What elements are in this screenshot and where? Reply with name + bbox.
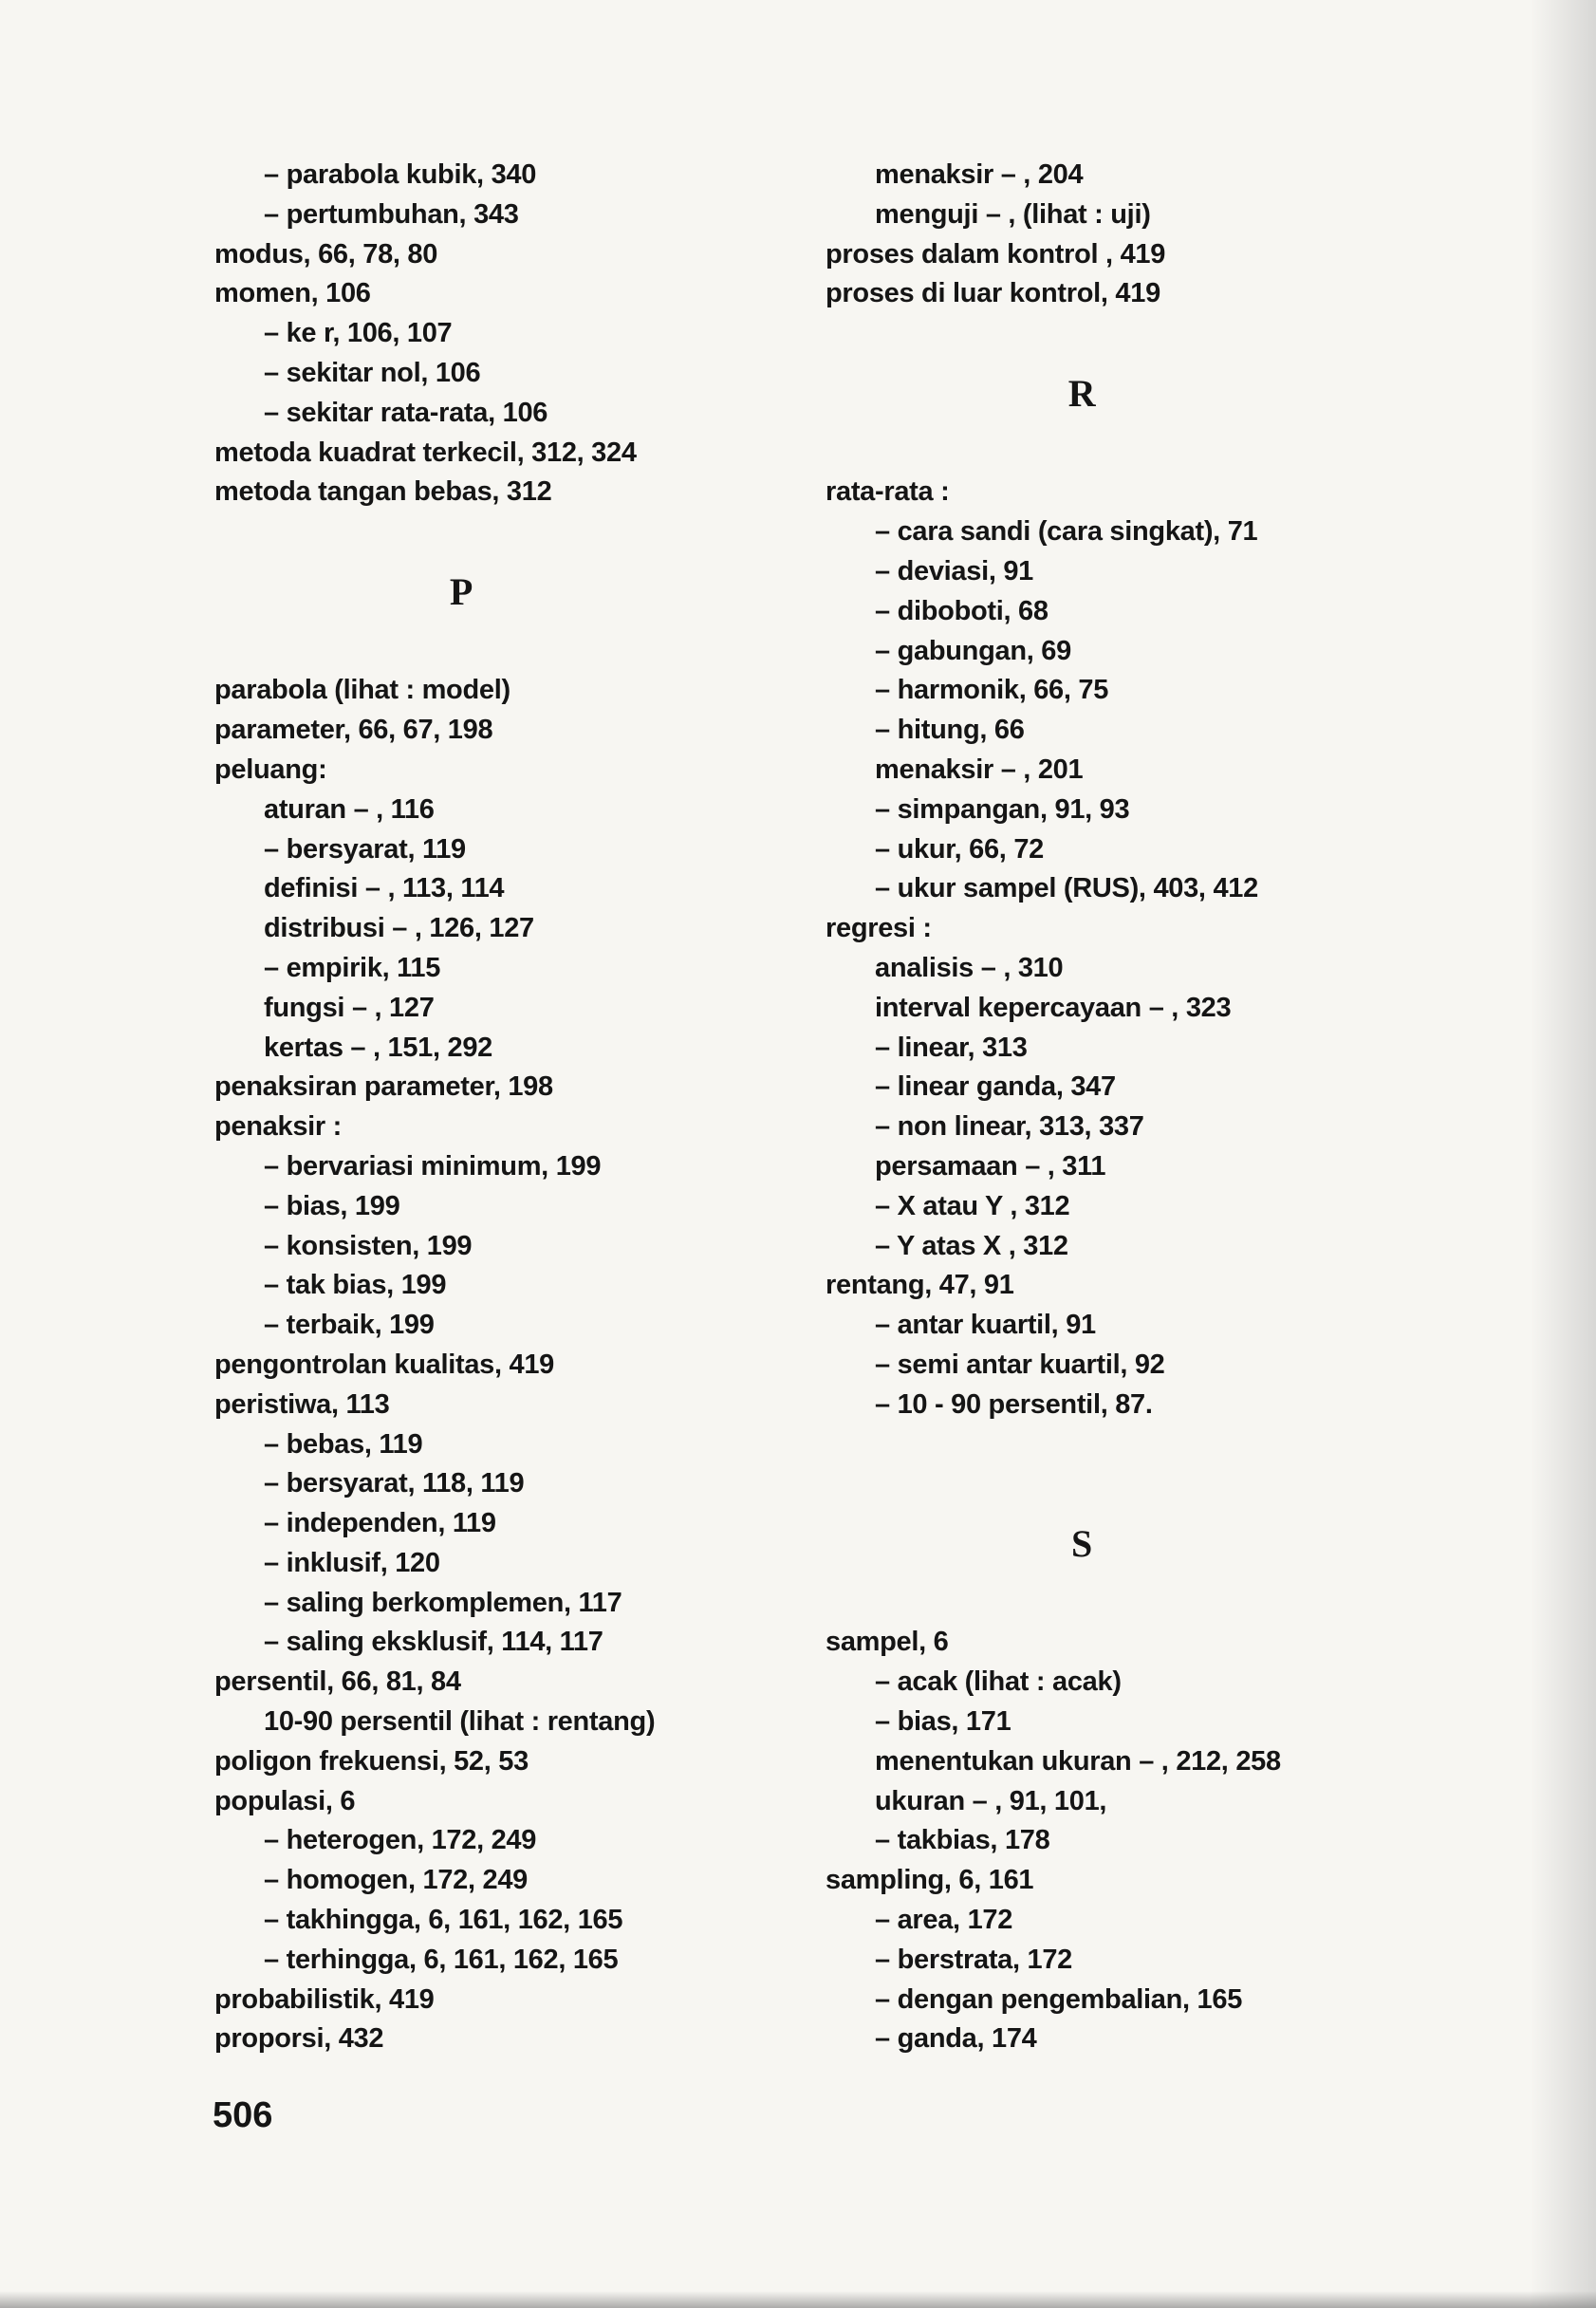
spacer: [826, 1584, 1395, 1624]
index-subentry: kertas – , 151, 292: [264, 1032, 492, 1063]
index-entry: persentil, 66, 81, 84: [214, 1666, 461, 1698]
index-subentry: – sekitar nol, 106: [264, 357, 481, 388]
index-subentry: – non linear, 313, 337: [875, 1111, 1144, 1143]
index-entry: parabola (lihat : model): [214, 675, 510, 706]
spacer: [826, 1425, 1395, 1465]
index-subentry: – X atau Y , 312: [875, 1190, 1070, 1221]
spacer: [826, 1464, 1395, 1504]
index-subentry: – terbaik, 199: [264, 1310, 435, 1341]
index-subentry: – dengan pengembalian, 165: [875, 1983, 1243, 2015]
index-subentry: aturan – , 116: [264, 793, 435, 825]
index-subentry: – parabola kubik, 340: [264, 159, 537, 190]
index-entry: modus, 66, 78, 80: [214, 238, 438, 270]
section-letter: P: [449, 569, 473, 613]
index-subentry: distribusi – , 126, 127: [264, 913, 534, 944]
index-entry: proporsi, 432: [214, 2023, 384, 2055]
index-entry: proses dalam kontrol , 419: [826, 238, 1166, 270]
index-subentry: – deviasi, 91: [875, 555, 1033, 586]
index-entry: proses di luar kontrol, 419: [826, 278, 1160, 309]
index-subentry: persamaan – , 311: [875, 1150, 1106, 1182]
index-subentry: – ganda, 174: [875, 2023, 1037, 2055]
index-entry: momen, 106: [214, 278, 371, 309]
page-number: 506: [213, 2095, 273, 2135]
index-subentry: analisis – , 310: [875, 952, 1064, 983]
index-subentry: – cara sandi (cara singkat), 71: [875, 516, 1258, 548]
index-subentry: – saling eksklusif, 114, 117: [264, 1627, 603, 1658]
index-entry: probabilistik, 419: [214, 1983, 435, 2015]
spacer: [214, 632, 841, 672]
index-column-left: [214, 156, 841, 2059]
index-subentry: – antar kuartil, 91: [875, 1310, 1096, 1341]
index-entry: sampel, 6: [826, 1627, 949, 1658]
index-subentry: – ukur, 66, 72: [875, 833, 1044, 865]
index-subentry: – saling berkomplemen, 117: [264, 1587, 622, 1618]
index-subentry: menaksir – , 204: [875, 159, 1084, 190]
index-subentry: – bersyarat, 118, 119: [264, 1468, 525, 1499]
index-entry: peristiwa, 113: [214, 1388, 390, 1420]
index-subentry: – simpangan, 91, 93: [875, 793, 1130, 825]
index-subentry: – takbias, 178: [875, 1825, 1050, 1856]
index-entry: poligon frekuensi, 52, 53: [214, 1745, 529, 1777]
index-subentry: – ukur sampel (RUS), 403, 412: [875, 873, 1258, 904]
index-entry: sampling, 6, 161: [826, 1865, 1034, 1896]
index-subentry: – empirik, 115: [264, 952, 441, 983]
index-entry: regresi :: [826, 913, 932, 944]
index-subentry: – diboboti, 68: [875, 595, 1049, 626]
index-subentry: menentukan ukuran – , 212, 258: [875, 1745, 1281, 1777]
section-letter: R: [1067, 371, 1096, 415]
spacer: [214, 512, 841, 552]
index-subentry: – bervariasi minimum, 199: [264, 1150, 602, 1182]
index-entry: rata-rata :: [826, 476, 950, 508]
index-subentry: – sekitar rata-rata, 106: [264, 397, 548, 428]
index-subentry: – ke r, 106, 107: [264, 318, 453, 349]
index-subentry: 10-90 persentil (lihat : rentang): [264, 1706, 656, 1738]
index-entry: penaksir :: [214, 1111, 342, 1143]
index-subentry: ukuran – , 91, 101,: [875, 1785, 1107, 1816]
spacer: [826, 314, 1395, 354]
index-subentry: – homogen, 172, 249: [264, 1865, 528, 1896]
index-subentry: – area, 172: [875, 1905, 1013, 1936]
index-subentry: – Y atas X , 312: [875, 1230, 1068, 1261]
index-subentry: – gabungan, 69: [875, 635, 1071, 666]
page-edge-shadow: [1530, 0, 1596, 2308]
index-subentry: – 10 - 90 persentil, 87.: [875, 1388, 1153, 1420]
index-subentry: – inklusif, 120: [264, 1547, 440, 1578]
index-entry: metoda kuadrat terkecil, 312, 324: [214, 437, 637, 468]
index-entry: populasi, 6: [214, 1785, 356, 1816]
spacer: [826, 434, 1395, 474]
index-subentry: menaksir – , 201: [875, 754, 1084, 785]
index-subentry: – bias, 171: [875, 1706, 1011, 1738]
index-entry: peluang:: [214, 754, 327, 785]
index-subentry: – heterogen, 172, 249: [264, 1825, 537, 1856]
index-subentry: – tak bias, 199: [264, 1270, 447, 1301]
index-subentry: – takhingga, 6, 161, 162, 165: [264, 1905, 623, 1936]
index-subentry: – harmonik, 66, 75: [875, 675, 1109, 706]
index-subentry: – konsisten, 199: [264, 1230, 473, 1261]
page-bottom-edge: [0, 2291, 1596, 2308]
index-entry: parameter, 66, 67, 198: [214, 715, 493, 746]
index-subentry: – terhingga, 6, 161, 162, 165: [264, 1944, 619, 1975]
index-entry: metoda tangan bebas, 312: [214, 476, 552, 508]
index-subentry: interval kepercayaan – , 323: [875, 992, 1232, 1023]
index-subentry: – independen, 119: [264, 1508, 496, 1539]
section-letter: S: [1071, 1522, 1092, 1566]
index-column-right: [826, 156, 1395, 2059]
index-subentry: fungsi – , 127: [264, 992, 435, 1023]
index-subentry: – berstrata, 172: [875, 1944, 1072, 1975]
index-subentry: – bersyarat, 119: [264, 833, 466, 865]
index-subentry: – linear ganda, 347: [875, 1071, 1116, 1103]
index-subentry: – pertumbuhan, 343: [264, 198, 519, 230]
index-subentry: – hitung, 66: [875, 715, 1025, 746]
index-subentry: – semi antar kuartil, 92: [875, 1349, 1165, 1380]
index-subentry: – acak (lihat : acak): [875, 1666, 1122, 1698]
index-subentry: menguji – , (lihat : uji): [875, 198, 1151, 230]
index-entry: pengontrolan kualitas, 419: [214, 1349, 555, 1380]
index-subentry: – bias, 199: [264, 1190, 400, 1221]
index-subentry: definisi – , 113, 114: [264, 873, 505, 904]
index-subentry: – bebas, 119: [264, 1428, 423, 1460]
index-subentry: – linear, 313: [875, 1032, 1028, 1063]
index-entry: penaksiran parameter, 198: [214, 1071, 553, 1103]
index-entry: rentang, 47, 91: [826, 1270, 1014, 1301]
